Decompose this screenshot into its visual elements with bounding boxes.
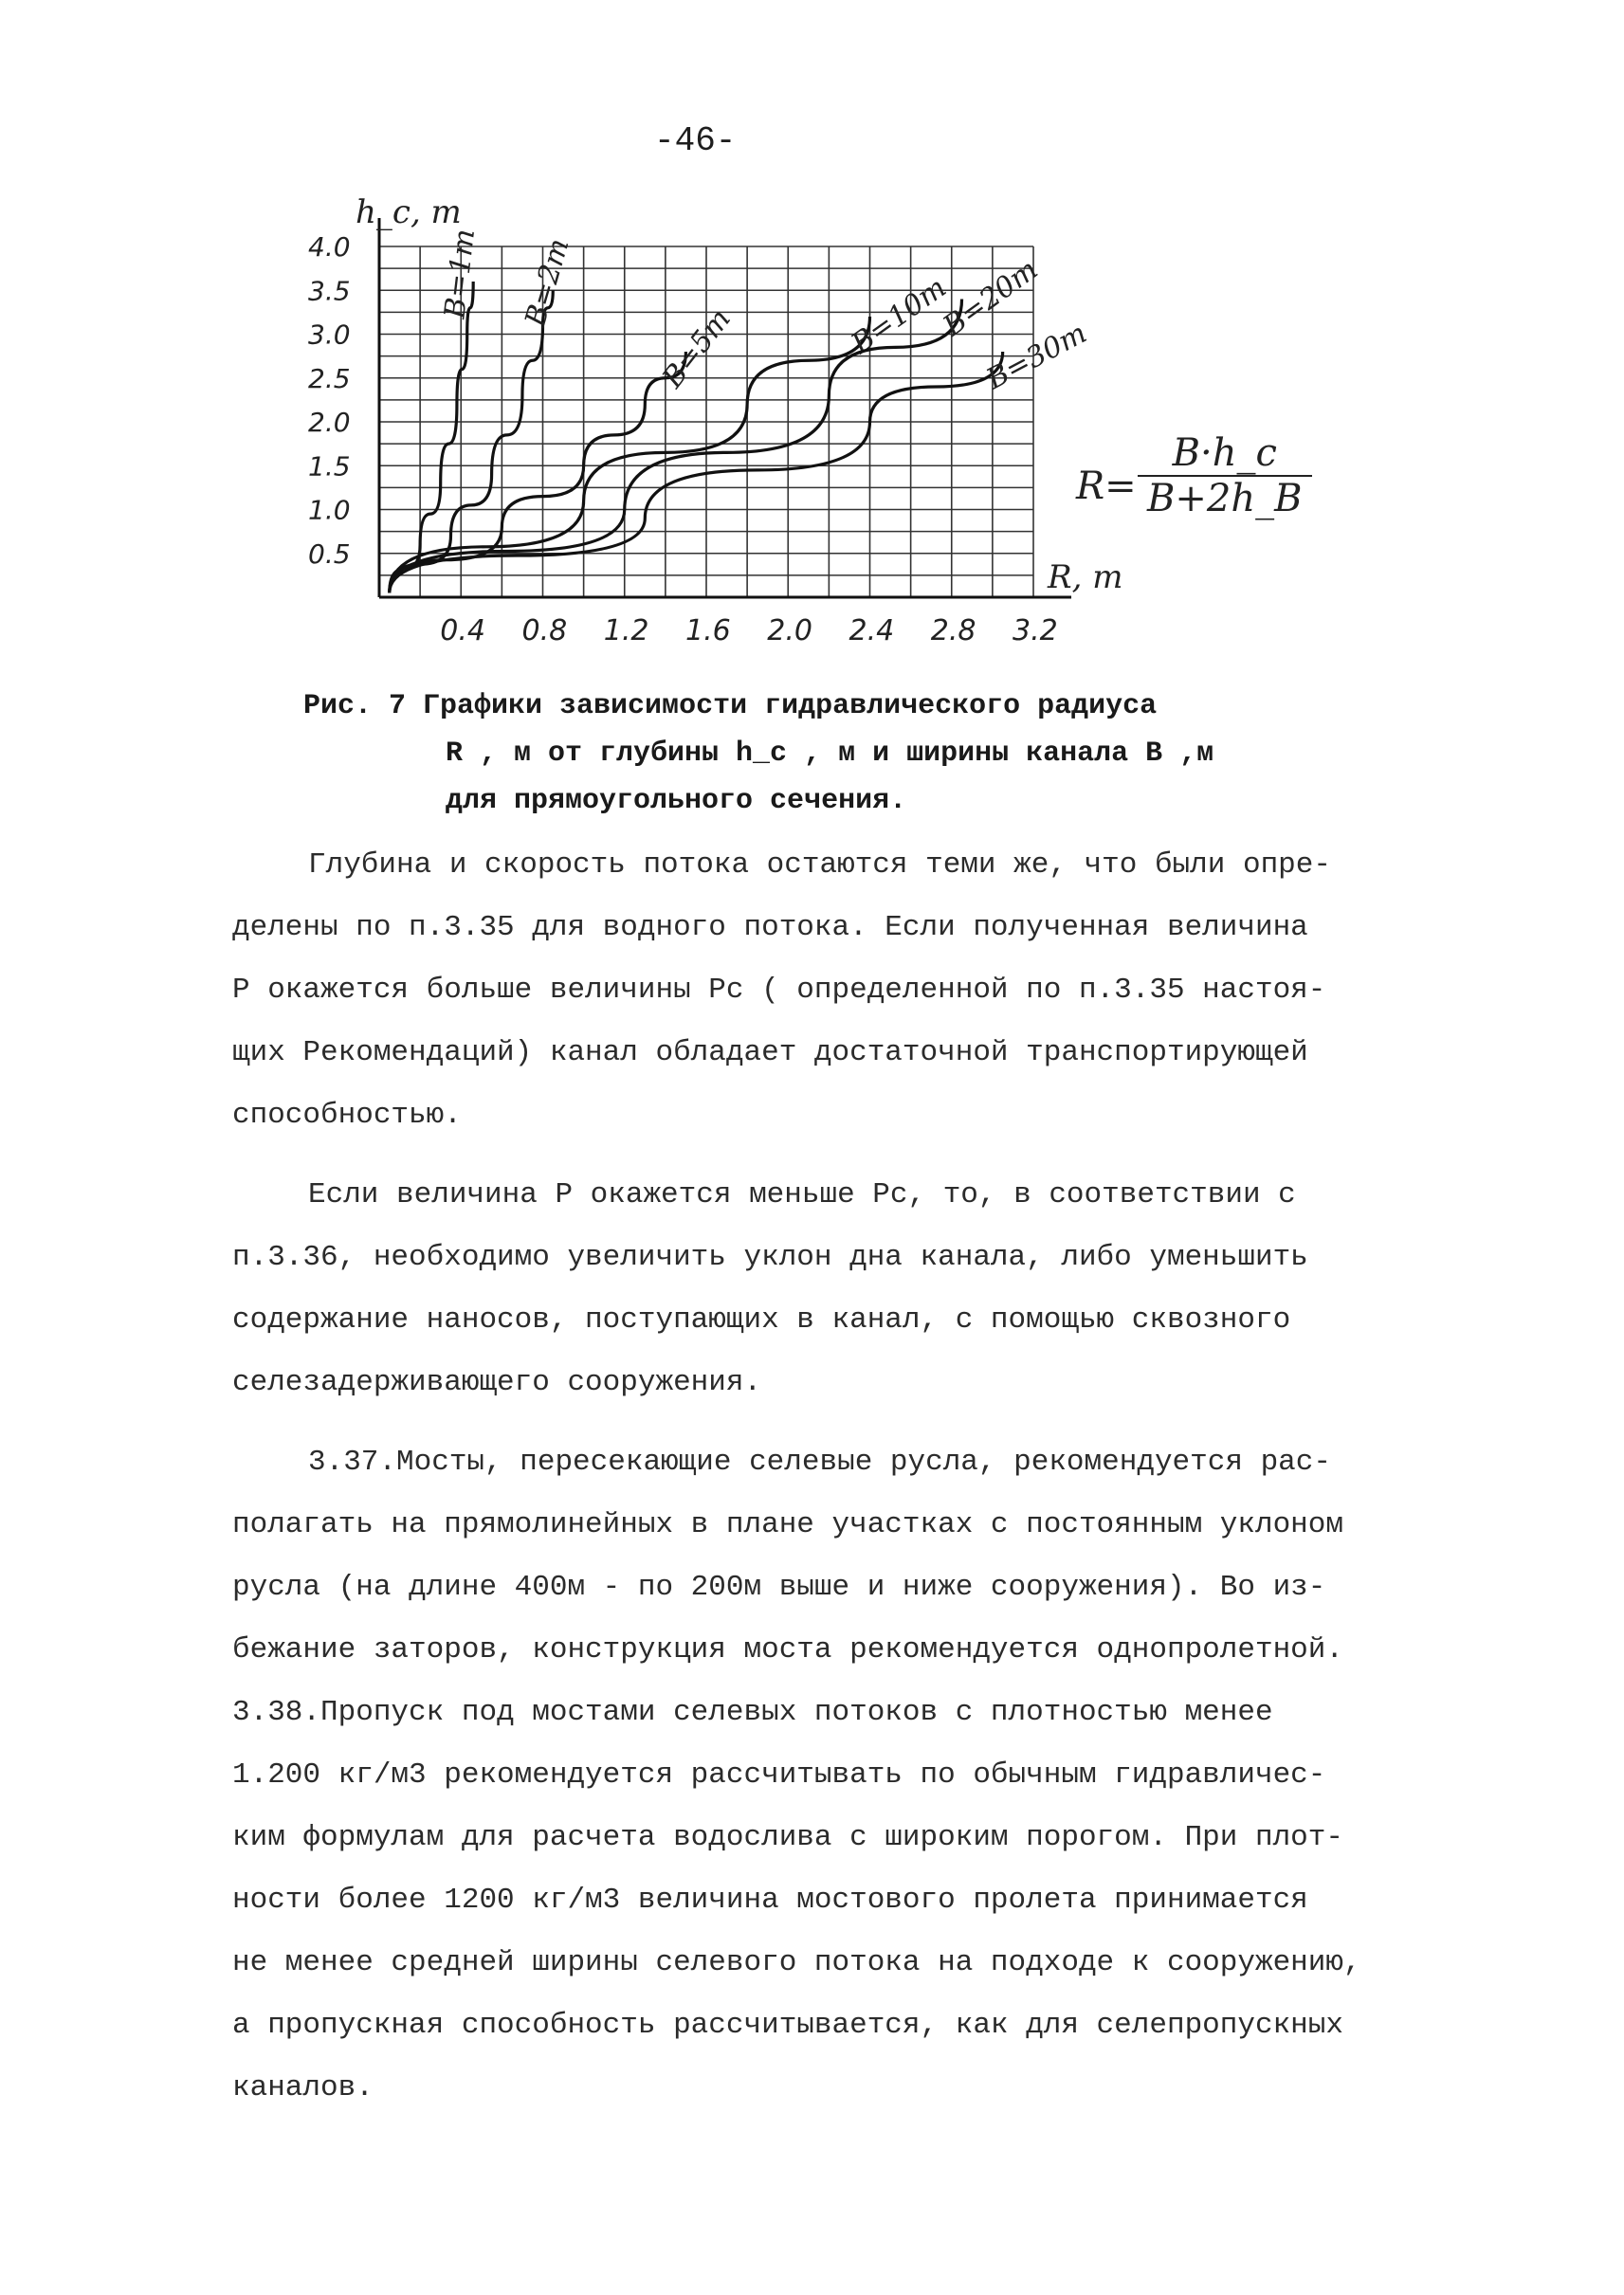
y-tick-label: 2.5 [308,362,351,394]
formula-numerator: B·h_c [1138,431,1312,477]
text-line: 3.38.Пропуск под мостами селевых потоков с плотностью менее [232,1696,1273,1729]
paragraph-2 [232,1164,1474,1414]
text-line: русла (на длине 400м - по 200м выше и ниже сооружения). Во из- [232,1571,1326,1604]
y-tick-label: 4.0 [308,231,351,263]
formula-denominator: B+2h_B [1147,477,1303,520]
y-tick-label: 3.0 [308,319,351,351]
series-label: B=1m [438,227,483,320]
text-line: P окажется больше величины Pc ( определенной по п.3.35 настоя- [232,974,1326,1007]
text-line: делены по п.3.35 для водного потока. Если полученная величина [232,911,1308,944]
series-label: B=5m [656,302,738,394]
y-tick-label: 0.5 [308,537,351,570]
text-line: бежание заторов, конструкция моста рекомендуется однопролетной. [232,1633,1343,1667]
text-line: ности более 1200 кг/м3 величина мостового пролета принимается [232,1884,1308,1917]
y-axis-label: h_c, m [356,193,462,231]
caption-line: для прямоугольного сечения. [446,785,907,817]
x-tick-label: 0.4 [440,614,485,647]
text-line: 1.200 кг/м3 рекомендуется рассчитывать по обычным гидравличес- [232,1758,1326,1792]
text-line: п.3.36, необходимо увеличить уклон дна канала, либо уменьшить [232,1241,1308,1274]
x-tick-label: 2.0 [767,614,812,647]
text-line: селезадерживающего сооружения. [232,1366,762,1399]
text-line: каналов. [232,2071,374,2104]
y-tick-label: 2.0 [308,407,351,438]
formula-lhs: R= [1076,464,1137,508]
text-line: щих Рекомендаций) канал обладает достаточной транспортирующей [232,1036,1308,1069]
y-tick-label: 3.5 [308,275,351,307]
text-line: а пропускная способность рассчитывается, как для селепропускных [232,2009,1343,2042]
x-tick-label: 2.8 [930,614,976,647]
caption-line: Рис. 7 Графики зависимости гидравлического радиуса [303,690,1158,722]
formula-fraction [1138,431,1312,520]
paragraph-4 [232,1682,1474,2120]
x-tick-label: 1.2 [603,614,649,647]
y-tick-label: 1.0 [308,494,351,526]
text-line: способностью. [232,1099,462,1132]
text-line: 3.37.Мосты, пересекающие селевые русла, рекомендуется рас- [308,1446,1331,1479]
paragraph-3 [232,1431,1474,1682]
y-tick-label: 1.5 [308,450,351,483]
x-tick-label: 3.2 [1013,614,1058,647]
body-text [232,834,1474,2120]
series-label: B=20m [937,252,1045,343]
series-label: B=10m [845,270,953,361]
hydraulic-radius-chart [284,193,1123,654]
x-tick-label: 2.4 [848,614,895,647]
text-line: Глубина и скорость потока остаются теми же, что были опре- [308,848,1331,882]
x-tick-label: 1.6 [685,614,731,647]
paragraph-1 [232,834,1474,1147]
text-line: Если величина P окажется меньше Pc, то, в соответствии с [308,1178,1296,1211]
text-line: ким формулам для расчета водослива с широким порогом. При плот- [232,1821,1343,1854]
text-line: полагать на прямолинейных в плане участках с постоянным уклоном [232,1508,1343,1541]
text-line: не менее средней ширины селевого потока на подходе к сооружению, [232,1946,1361,1979]
series-label: B=30m [981,316,1093,397]
x-axis-label: R, m [1048,558,1123,596]
caption-line: R , м от глубины h_c , м и ширины канала B ,м [446,738,1214,770]
series-label: B=2m [519,234,576,331]
x-tick-label: 0.8 [521,614,568,647]
page-number: -46- [654,121,737,160]
figure-caption [303,683,1346,825]
text-line: содержание наносов, поступающих в канал, с помощью сквозного [232,1303,1291,1337]
